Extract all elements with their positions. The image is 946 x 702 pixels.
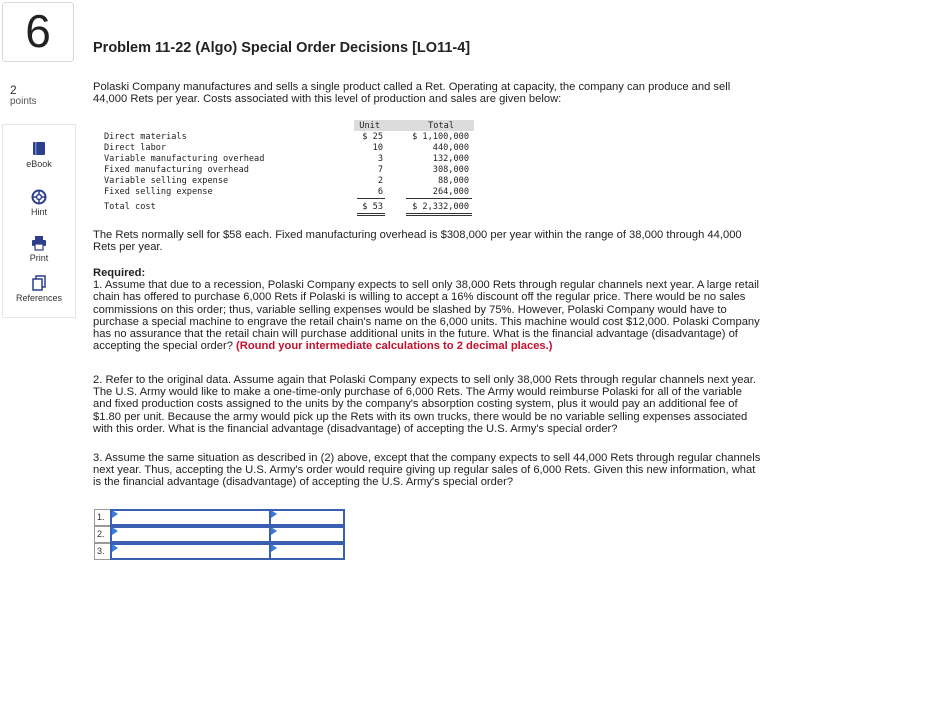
row-label: Variable selling expense <box>104 176 229 186</box>
answer-1-description-input[interactable] <box>110 509 271 526</box>
answer-3-description-input[interactable] <box>110 543 271 560</box>
points-indicator <box>10 84 37 108</box>
sidebar-item-references[interactable] <box>3 275 75 303</box>
unit-subtotal-rule <box>357 198 385 199</box>
answer-3-amount-input[interactable] <box>269 543 345 560</box>
total-row-label: Total cost <box>104 202 156 212</box>
question-number: 6 <box>2 2 74 62</box>
sidebar-item-label: eBook <box>26 159 52 169</box>
print-icon <box>31 235 47 251</box>
input-marker-icon <box>271 544 277 552</box>
row-total: 264,000 <box>432 187 469 197</box>
row-label: Direct labor <box>104 143 167 153</box>
answer-2-amount-input[interactable] <box>269 526 345 543</box>
row-unit: 2 <box>377 176 383 186</box>
sidebar-item-label: Print <box>29 253 49 263</box>
intro-paragraph: Polaski Company manufactures and sells a single product called a Ret. Operating at capacity, the company can produce and sell 44,000 Rets per year. Costs associated with this level of production and sales are given below: <box>93 81 731 106</box>
input-marker-icon <box>112 510 118 518</box>
row-label: Variable manufacturing overhead <box>104 154 265 164</box>
row-total: $ 1,100,000 <box>412 132 469 142</box>
total-row-total: $ 2,332,000 <box>412 202 469 212</box>
sidebar-item-label: Hint <box>30 207 47 217</box>
question-2-text: 2. Refer to the original data. Assume again that Polaski Company expects to sell only 38,000 Rets through regular channels next year. The U.S. Army would like to make a one-time-only purchase of 6,000 Rets. The Army would reimburse Polaski for all of the variable and fixed production costs assigned to the units by the company's absorption costing system, plus it would pay an additional fee of $1.80 per unit. Because the army would pick up the Rets with its own trucks, there would be no variable selling expenses associated with this order. What is the financial advantage (disadvantage) of accepting the U.S. Army's special order? <box>93 374 756 435</box>
unit-double-rule <box>357 213 385 216</box>
row-unit: 10 <box>372 143 383 153</box>
sidebar-item-label: References <box>15 293 63 303</box>
question-1-text: 1. Assume that due to a recession, Polaski Company expects to sell only 38,000 Rets through regular channels next year. A large retail chain has offered to purchase 6,000 Rets if Polaski is willing to accept a 16% discount off the regular price. There would be no sales commissions on this order; thus, variable selling expenses would be slashed by 75%. However, Polaski Company would have to purchase a special machine to engrave the retail chain's name on the 6,000 units. This machine would cost $12,000. Polaski Company has no assurance that the retail chain will purchase additional units in the future. What is the financial advantage (disadvantage) of accepting the special order? (Round your intermediate calculations to 2 decimal places.) <box>93 279 760 353</box>
hint-icon <box>31 189 47 205</box>
sidebar-item-hint[interactable] <box>3 189 75 217</box>
ebook-icon <box>32 141 46 157</box>
required-heading: Required: <box>93 267 146 279</box>
question-3-text: 3. Assume the same situation as described in (2) above, except that the company expects to sell 44,000 Rets through regular channels next year. Thus, accepting the U.S. Army's order would require giving up regular sales of 6,000 Rets. Given this new information, what is the financial advantage (disadvantage) of accepting the U.S. Army's special order? <box>93 452 761 489</box>
row-label: Fixed manufacturing overhead <box>104 165 249 175</box>
input-marker-icon <box>112 544 118 552</box>
total-double-rule <box>406 213 472 216</box>
rounding-instruction: (Round your intermediate calculations to 2 decimal places.) <box>236 340 553 353</box>
answer-row-1 <box>94 509 345 526</box>
price-paragraph: The Rets normally sell for $58 each. Fixed manufacturing overhead is $308,000 per year within the range of 38,000 through 44,000 Rets per year. <box>93 229 742 254</box>
points-label: points <box>10 96 37 107</box>
row-total: 132,000 <box>432 154 469 164</box>
sidebar-item-print[interactable] <box>3 235 75 263</box>
row-label: Direct materials <box>104 132 187 142</box>
sidebar-item-ebook[interactable] <box>3 141 75 169</box>
answer-row-label: 1. <box>94 509 111 526</box>
answer-row-3 <box>94 543 345 560</box>
total-row-unit: $ 53 <box>362 202 383 212</box>
row-total: 308,000 <box>432 165 469 175</box>
problem-title: Problem 11-22 (Algo) Special Order Decisions [LO11-4] <box>93 40 471 56</box>
answer-1-amount-input[interactable] <box>269 509 345 526</box>
input-marker-icon <box>271 510 277 518</box>
row-unit: 3 <box>377 154 383 164</box>
answer-row-label: 3. <box>94 543 111 560</box>
row-total: 88,000 <box>437 176 469 186</box>
input-marker-icon <box>112 527 118 535</box>
header-total: Total <box>428 121 454 131</box>
header-unit: Unit <box>359 121 380 131</box>
row-total: 440,000 <box>432 143 469 153</box>
row-unit: 7 <box>377 165 383 175</box>
total-subtotal-rule <box>406 198 472 199</box>
required-section <box>93 267 760 352</box>
row-unit: 6 <box>377 187 383 197</box>
input-marker-icon <box>271 527 277 535</box>
answer-2-description-input[interactable] <box>110 526 271 543</box>
answer-row-2 <box>94 526 345 543</box>
resource-sidebar <box>2 124 76 318</box>
answer-row-label: 2. <box>94 526 111 543</box>
references-icon <box>32 275 46 291</box>
row-unit: $ 25 <box>362 132 383 142</box>
row-label: Fixed selling expense <box>104 187 213 197</box>
points-value: 2 <box>10 83 17 97</box>
